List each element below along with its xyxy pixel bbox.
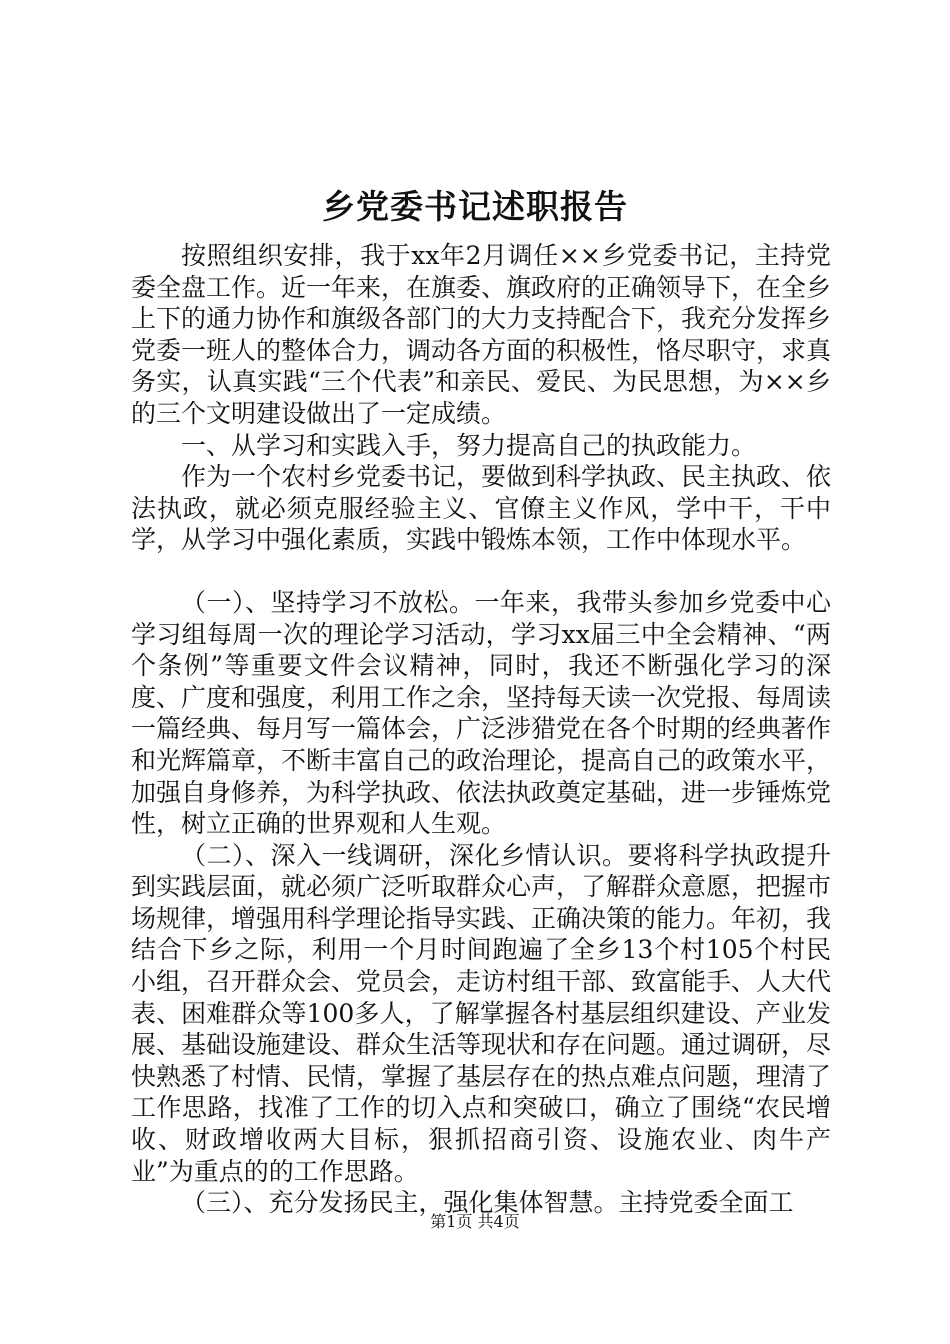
page-number-footer: 第1页 共4页 <box>430 1212 520 1231</box>
paragraph-section-1: 作为一个农村乡党委书记，要做到科学执政、民主执政、依法执政，就必须克服经验主义、官僚主义作风，学中干，干中学，从学习中强化素质，实践中锻炼本领，工作中体现水平。 <box>131 462 832 555</box>
paragraph-subsection-1: （一）、坚持学习不放松。一年来，我带头参加乡党委中心学习组每周一次的理论学习活动，学习xx届三中全会精神、“两个条例”等重要文件会议精神，同时，我还不断强化学习的深度、广度和强度，利用工作之余，坚持每天读一次党报、每周读一篇经典、每月写一篇体会，广泛涉猎党在各个时期的经典著作和光辉篇章，不断丰富自己的政治理论，提高自己的政策水平，加强自身修养，为科学执政、依法执政奠定基础，进一步锤炼党性，树立正确的世界观和人生观。 <box>131 587 832 839</box>
section-heading-1: 一、从学习和实践入手，努力提高自己的执政能力。 <box>181 430 757 460</box>
paragraph-subsection-3: （三）、充分发扬民主，强化集体智慧。主持党委全面工 <box>181 1188 794 1218</box>
document-title: 乡党委书记述职报告 <box>322 187 628 226</box>
paragraph-subsection-2: （二）、深入一线调研，深化乡情认识。要将科学执政提升到实践层面，就必须广泛听取群众心声，了解群众意愿，把握市场规律，增强用科学理论指导实践、正确决策的能力。年初，我结合下乡之际，利用一个月时间跑遍了全乡13个村105个村民小组，召开群众会、党员会，走访村组干部、致富能手、人大代表、困难群众等100多人，了解掌握各村基层组织建设、产业发展、基础设施建设、群众生活等现状和存在问题。通过调研，尽快熟悉了村情、民情，掌握了基层存在的热点难点问题，理清了工作思路，找准了工作的切入点和突破口，确立了围绕“农民增收、财政增收两大目标，狠抓招商引资、设施农业、肉牛产业”为重点的的工作思路。 <box>131 840 832 1186</box>
paragraph-intro: 按照组织安排，我于xx年2月调任××乡党委书记，主持党委全盘工作。近一年来，在旗委、旗政府的正确领导下，在全乡上下的通力协作和旗级各部门的大力支持配合下，我充分发挥乡党委一班人的整体合力，调动各方面的积极性，恪尽职守，求真务实，认真实践“三个代表”和亲民、爱民、为民思想，为××乡的三个文明建设做出了一定成绩。 <box>131 241 832 428</box>
document-body <box>131 240 831 1219</box>
